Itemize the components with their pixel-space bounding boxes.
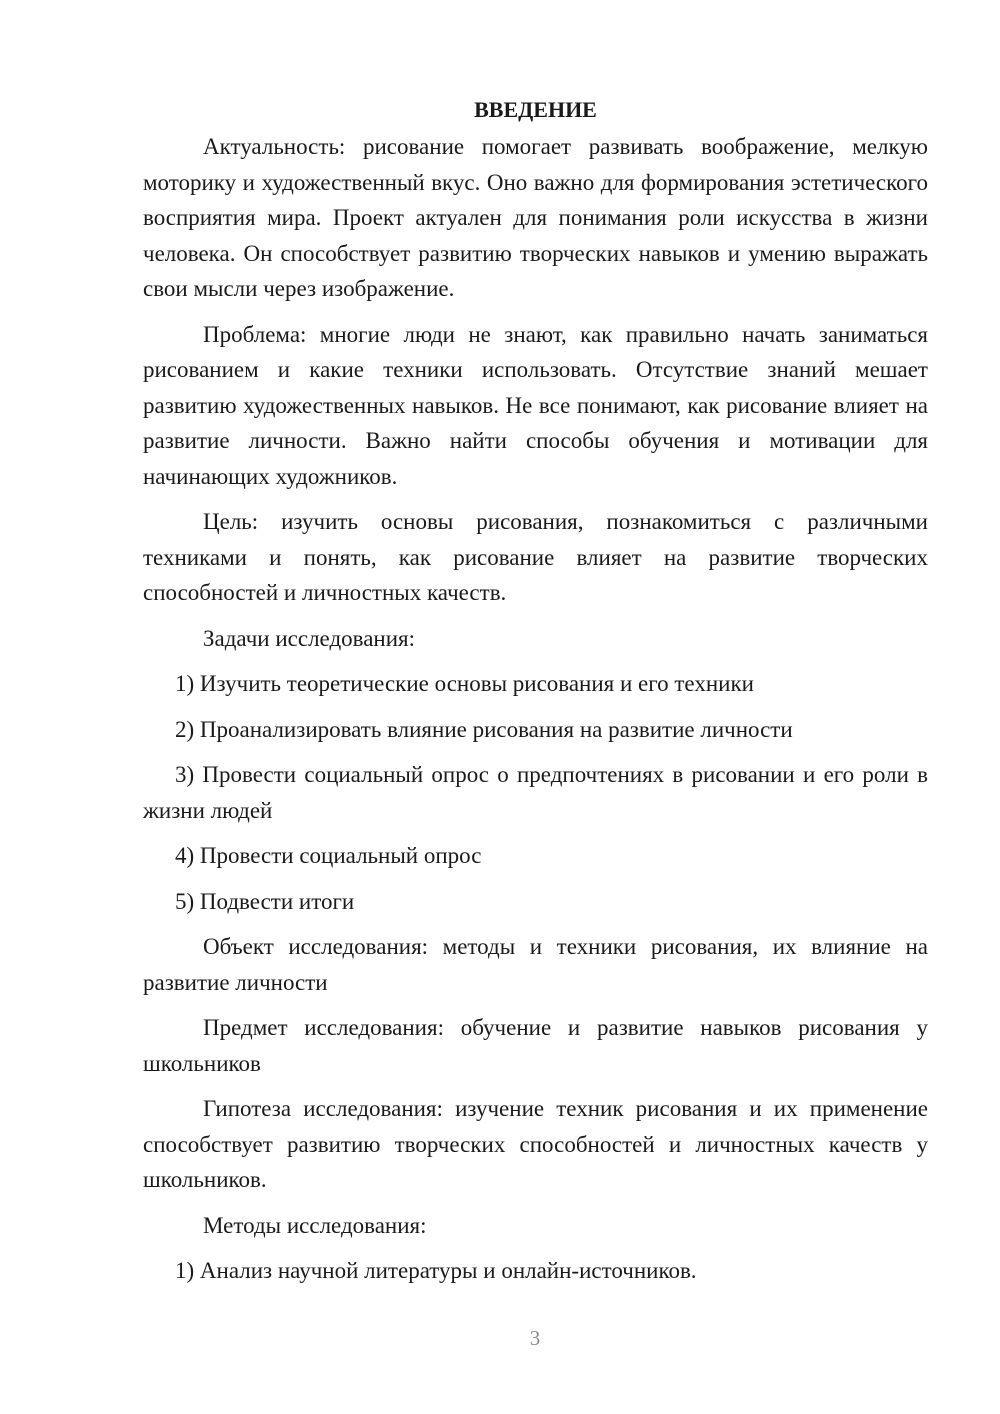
paragraph-problem: Проблема: многие люди не знают, как правильно начать заниматься рисованием и какие техники использовать. Отсутствие знаний мешает развитию художественных навыков. Не все понимают, как рисование влияет на развитие личности. Важно найти способы обучения и мотивации для начинающих художников.: [143, 321, 928, 489]
paragraph-hypothesis: Гипотеза исследования: изучение техник рисования и их применение способствует развитию творческих способностей и личностных качеств у школьников.: [143, 1096, 928, 1192]
paragraph-goal: Цель: изучить основы рисования, познакомиться с различными техниками и понять, как рисование влияет на развитие творческих способностей и личностных качеств.: [143, 509, 928, 605]
method-item-1: 1) Анализ научной литературы и онлайн-источников.: [175, 1258, 697, 1283]
page-number: 3: [529, 1326, 541, 1350]
methods-title: Методы исследования:: [203, 1212, 427, 1238]
task-item-4: 4) Провести социальный опрос: [175, 843, 482, 868]
page-content: [143, 92, 928, 1299]
task-item-5: 5) Подвести итоги: [175, 888, 355, 914]
section-heading: ВВЕДЕНИЕ: [474, 97, 597, 122]
paragraph-object: Объект исследования: методы и техники рисования, их влияние на развитие личности: [143, 934, 928, 995]
paragraph-subject: Предмет исследования: обучение и развитие навыков рисования у школьников: [143, 1015, 928, 1076]
task-item-3: 3) Провести социальный опрос о предпочтениях в рисовании и его роли в жизни людей: [143, 762, 928, 823]
tasks-title: Задачи исследования:: [203, 625, 416, 651]
task-item-2: 2) Проанализировать влияние рисования на развитие личности: [175, 716, 793, 742]
task-item-1: 1) Изучить теоретические основы рисования и его техники: [175, 671, 754, 696]
paragraph-relevance: Актуальность: рисование помогает развивать воображение, мелкую моторику и художественный вкус. Оно важно для формирования эстетического восприятия мира. Проект актуален для понимания роли искусства в жизни человека. Он способствует развитию творческих навыков и умению выражать свои мысли через изображение.: [143, 134, 928, 301]
